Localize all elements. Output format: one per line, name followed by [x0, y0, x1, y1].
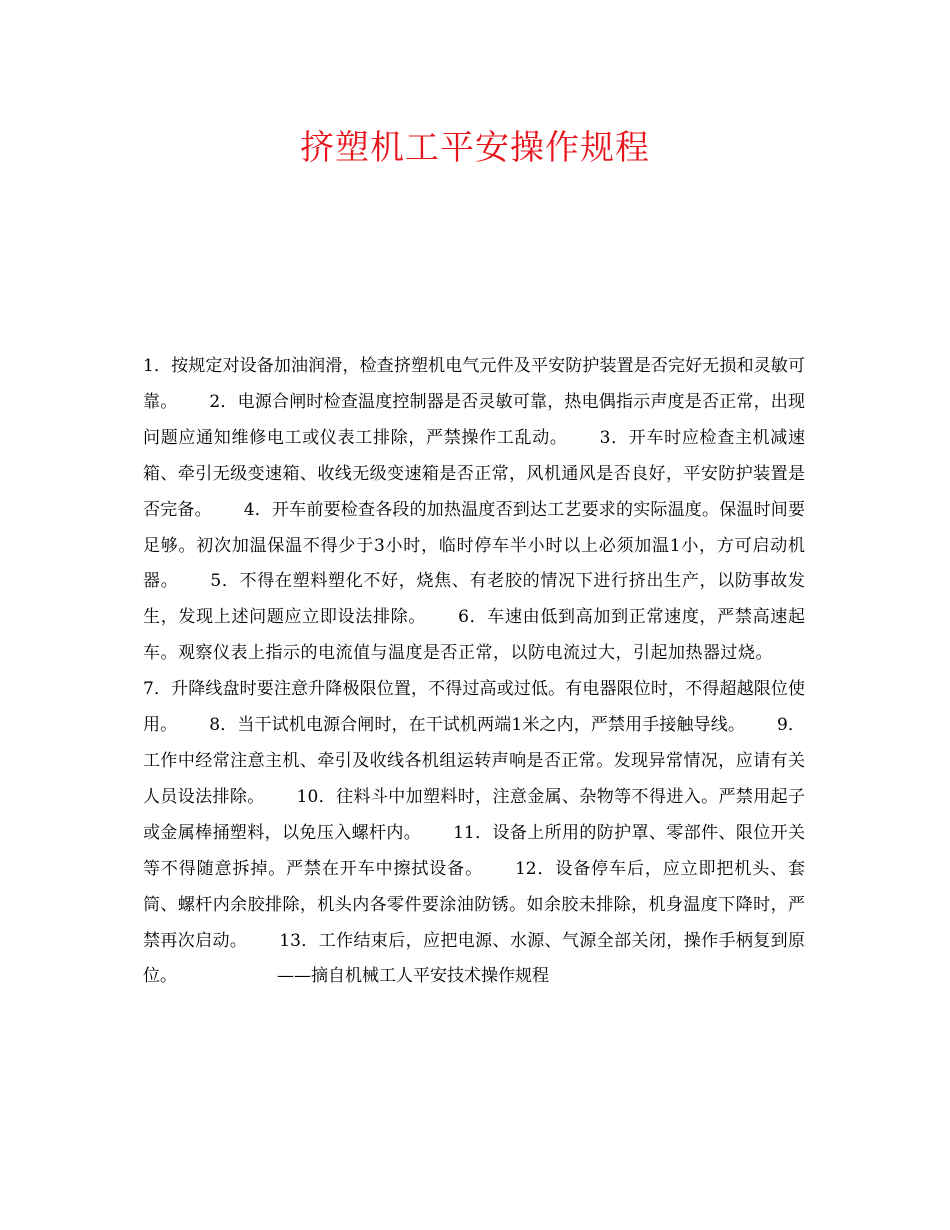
- rule-item: 6．车速由低到高加到正常速度，严禁高速起车。观察仪表上指示的电流值与温度是否正常，以防电流过大，引起加热器过烧。: [143, 607, 805, 664]
- rule-item: 1．按规定对设备加油润滑，检查挤塑机电气元件及平安防护装置是否完好无损和灵敏可靠。: [143, 356, 805, 412]
- rule-item: 9．工作中经常注意主机、牵引及收线各机组运转声响是否正常。发现异常情况，应请有关人员设法排除。: [143, 715, 805, 807]
- source-attribution: ——摘自机械工人平安技术操作规程: [277, 966, 549, 987]
- rule-item: 2．电源合闸时检查温度控制器是否灵敏可靠，热电偶指示声度是否正常，出现问题应通知维修电工或仪表工排除，严禁操作工乱动。: [143, 391, 805, 448]
- rule-item: 10．往料斗中加塑料时，注意金属、杂物等不得进入。严禁用起子或金属棒捅塑料，以免压入螺杆内。: [143, 786, 805, 843]
- rule-item: 5．不得在塑料塑化不好，烧焦、有老胶的情况下进行挤出生产，以防事故发生，发现上述问题应立即设法排除。: [143, 571, 805, 628]
- document-title: 挤塑机工平安操作规程: [300, 128, 650, 168]
- rule-item: 13．工作结束后，应把电源、水源、气源全部关闭，操作手柄复到原位。: [143, 930, 805, 987]
- rule-item: 8．当干试机电源合闸时，在干试机两端1米之内，严禁用手接触导线。: [209, 715, 746, 736]
- document-body: [143, 349, 805, 995]
- rule-item: 12．设备停车后，应立即把机头、套筒、螺杆内余胶排除，机头内各零件要涂油防锈。如余胶未排除，机身温度下降时，严禁再次启动。: [143, 858, 805, 951]
- rule-item: 4．开车前要检查各段的加热温度否到达工艺要求的实际温度。保温时间要足够。初次加温保温不得少于3小时，临时停车半小时以上必须加温1小，方可启动机器。: [143, 499, 805, 592]
- rule-item: 11．设备上所用的防护罩、零部件、限位开关等不得随意拆掉。严禁在开车中擦拭设备。: [143, 822, 805, 879]
- rule-item: 3．开车时应检查主机减速箱、牵引无级变速箱、收线无级变速箱是否正常，风机通风是否良好，平安防护装置是否完备。: [143, 427, 805, 520]
- rule-item: 7．升降线盘时要注意升降极限位置，不得过高或过低。有电器限位时，不得超越限位使用。: [143, 679, 805, 736]
